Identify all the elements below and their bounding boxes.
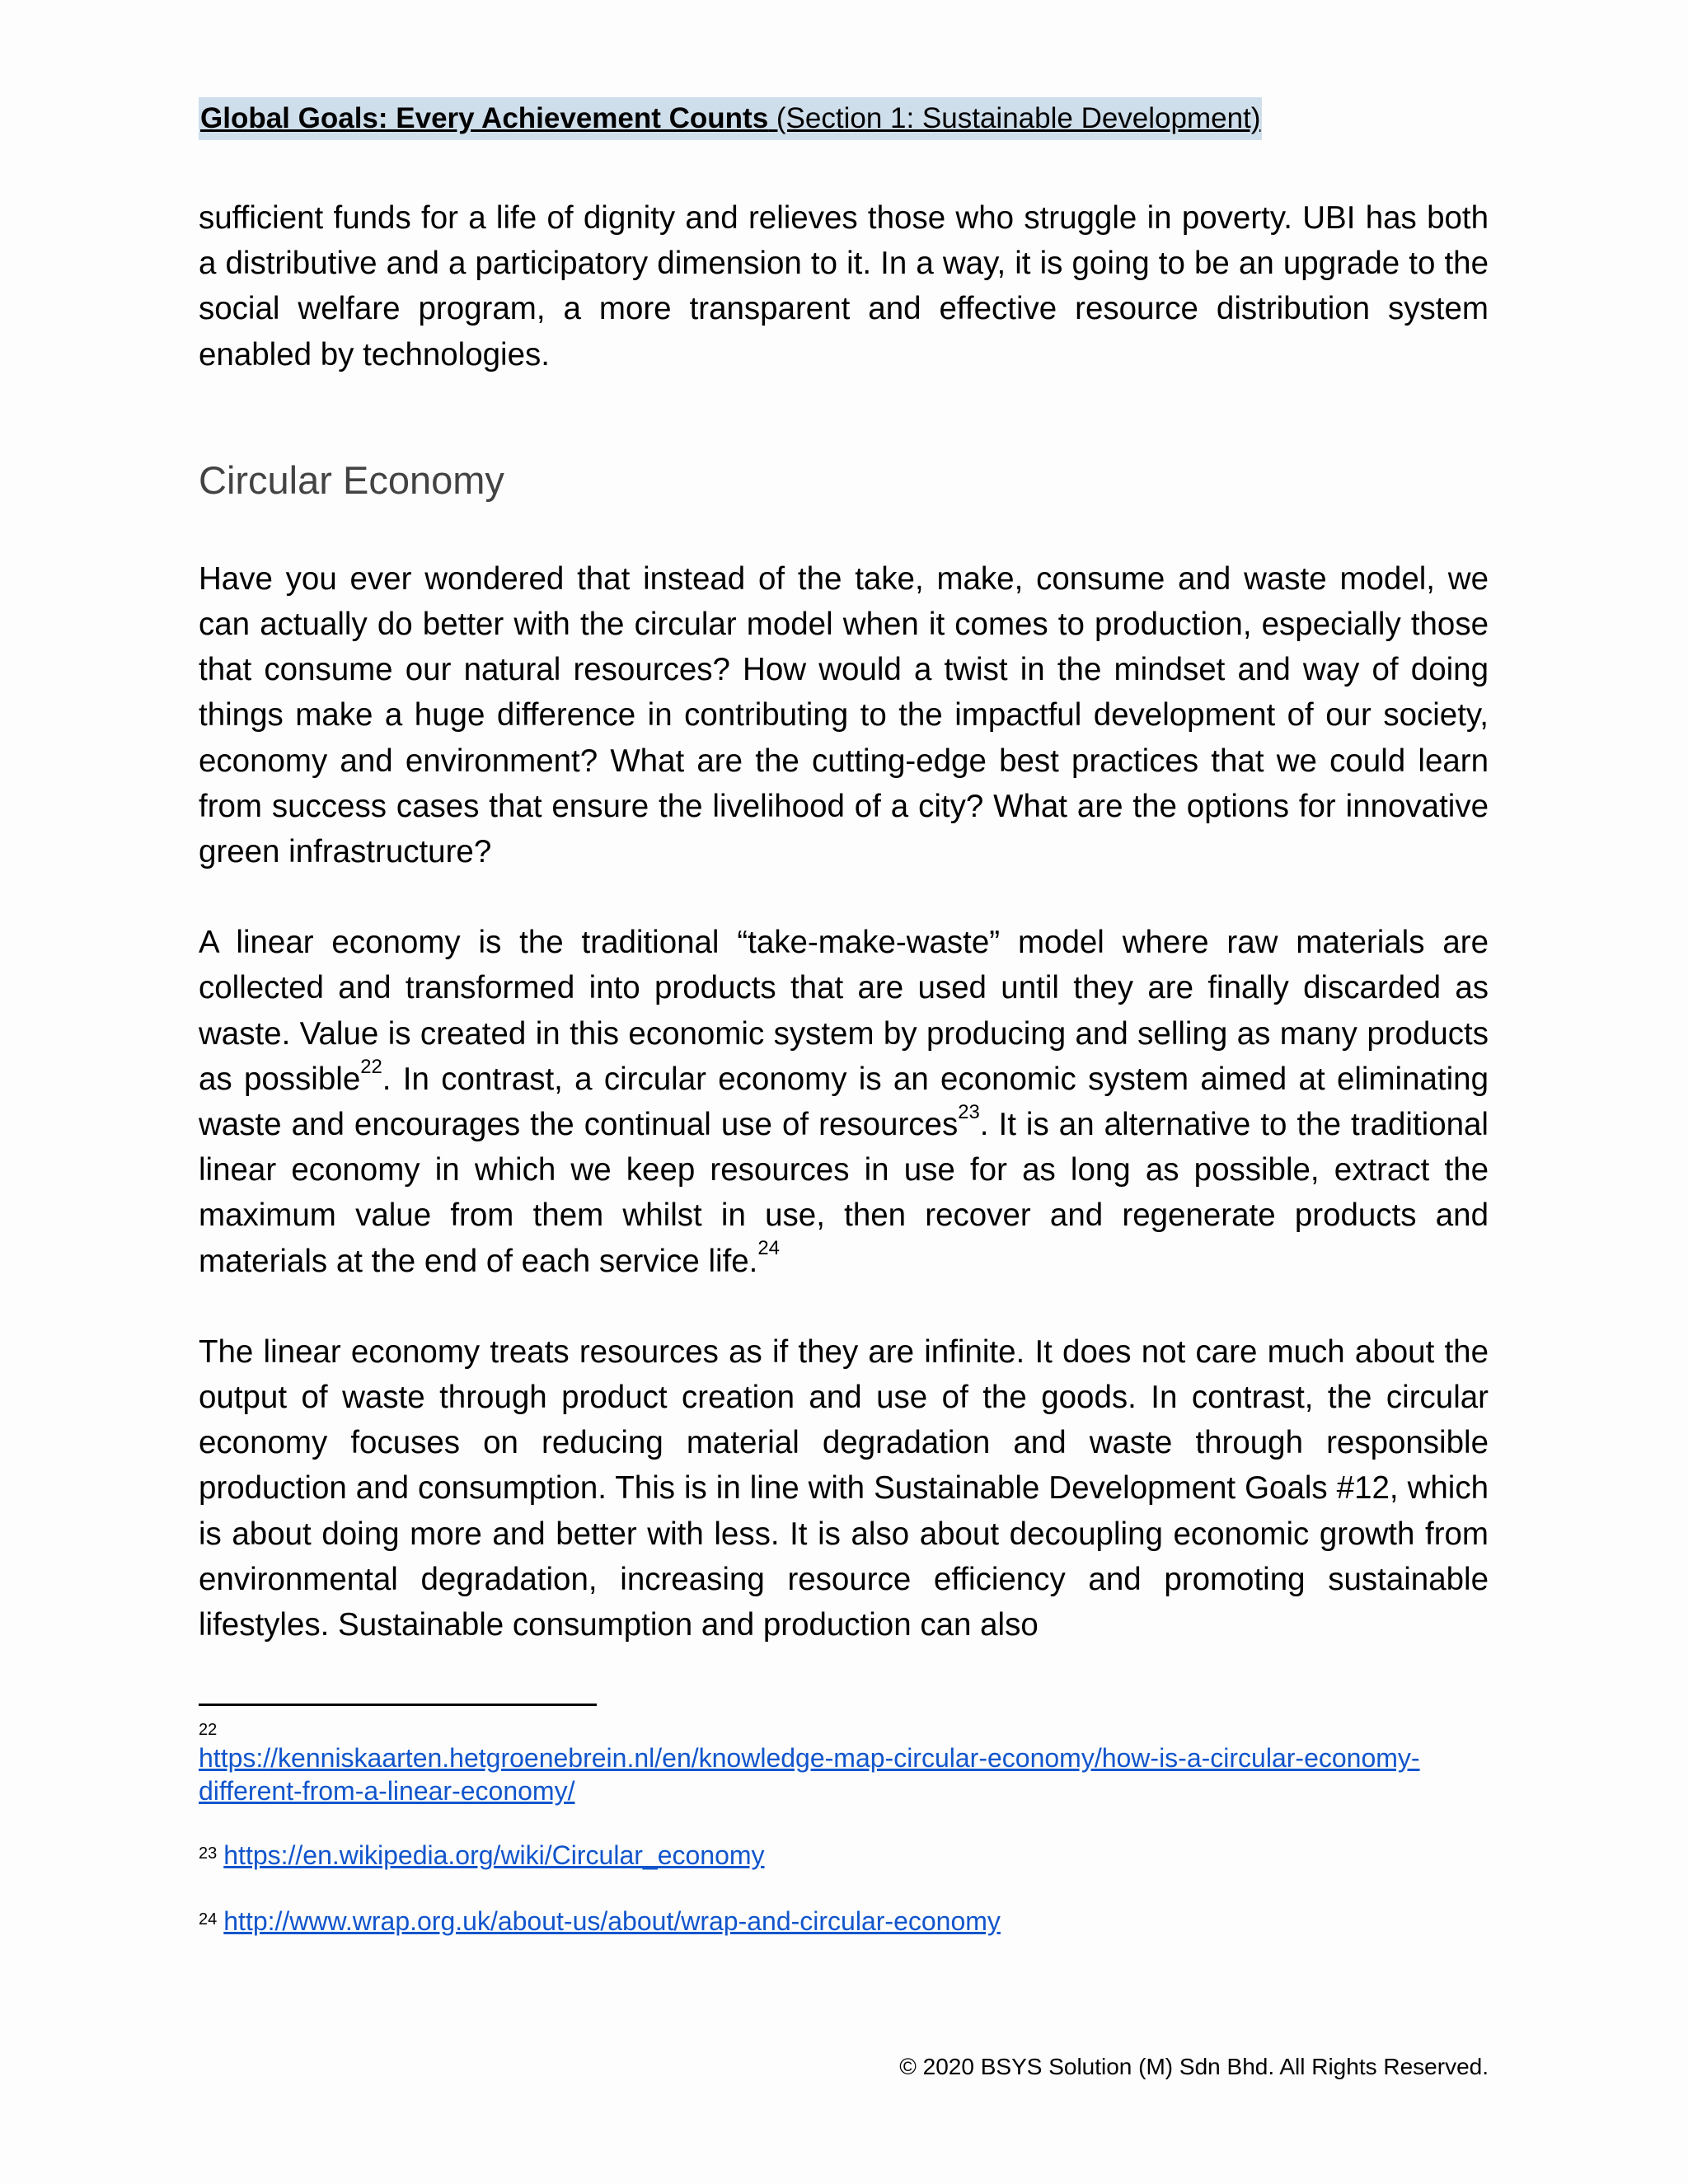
footnote-22 — [199, 1718, 1489, 1807]
paragraph-circular-questions: Have you ever wondered that instead of the take, make, consume and waste model, we can actually do better with the circular model when it comes to production, especially those that consume our natural resources? How would a twist in the mindset and way of doing things make a huge difference in contributing to the impactful development of our society, economy and environment? What are the cutting-edge best practices that we could learn from success cases that ensure the livelihood of a city? What are the options for innovative green infrastructure? — [199, 560, 1489, 870]
footnote-ref-23[interactable]: 23 — [958, 1100, 980, 1123]
footnote-link[interactable]: http://www.wrap.org.uk/about-us/about/wrap-and-circular-economy — [223, 1906, 1001, 1936]
footnote-link[interactable]: https://kenniskaarten.hetgroenebrein.nl/en/knowledge-map-circular-economy/how-is-a-circular-economy-different-from-a-linear-economy/ — [199, 1743, 1420, 1806]
paragraph-text: . In contrast, a circular economy is an economic system aimed at eliminating waste and encourages the continual use of resources — [199, 1061, 1489, 1143]
main-content — [199, 195, 1489, 1647]
footnotes — [199, 1718, 1489, 1938]
footnote-24 — [199, 1905, 1489, 1938]
copyright-footer: © 2020 BSYS Solution (M) Sdn Bhd. All Rights Reserved. — [899, 2054, 1489, 2079]
footnote-ref-22[interactable]: 22 — [360, 1055, 382, 1078]
footnote-link[interactable]: https://en.wikipedia.org/wiki/Circular_economy — [223, 1840, 765, 1870]
footnote-number: 22 — [199, 1721, 218, 1739]
paragraph-text: A linear economy is the traditional “take-make-waste” model where raw materials are collected and transformed into products that are used until they are finally discarded as waste. Value is created in this economic system by producing and selling as many products as possible — [199, 925, 1489, 1097]
section-heading: Circular Economy — [199, 457, 504, 502]
header-title: Global Goals: Every Achievement Counts — [200, 102, 769, 134]
intro-paragraph: sufficient funds for a life of dignity and relieves those who struggle in poverty. UBI has both a distributive and a participatory dimension to it. In a way, it is going to be an upgrade to the social welfare program, a more transparent and effective resource distribution system enabled by technologies. — [199, 200, 1489, 373]
header-section: (Section 1: Sustainable Development) — [768, 102, 1261, 134]
paragraph-linear-vs-circular: The linear economy treats resources as if they are infinite. It does not care much about the output of waste through product creation and use of the goods. In contrast, the circular economy focuses on reducing material degradation and waste through responsible production and consumption. This is in line with Sustainable Development Goals #12, which is about doing more and better with less. It is also about decoupling economic growth from environmental degradation, increasing resource efficiency and promoting sustainable lifestyles. Sustainable consumption and production can also — [199, 1333, 1489, 1643]
page-header — [199, 97, 1262, 140]
footnote-separator — [199, 1704, 597, 1706]
footnote-23 — [199, 1839, 1489, 1872]
paragraph-text: . It is an alternative to the traditional linear economy in which we keep resources in use for as long as possible, extract the maximum value from them whilst in use, then recover and regenerate products and materials at the end of each service life. — [199, 1107, 1489, 1279]
footnote-number: 24 — [199, 1910, 218, 1929]
footnote-ref-24[interactable]: 24 — [757, 1237, 780, 1260]
paragraph-linear-economy — [199, 920, 1489, 1284]
footnote-number: 23 — [199, 1844, 218, 1863]
